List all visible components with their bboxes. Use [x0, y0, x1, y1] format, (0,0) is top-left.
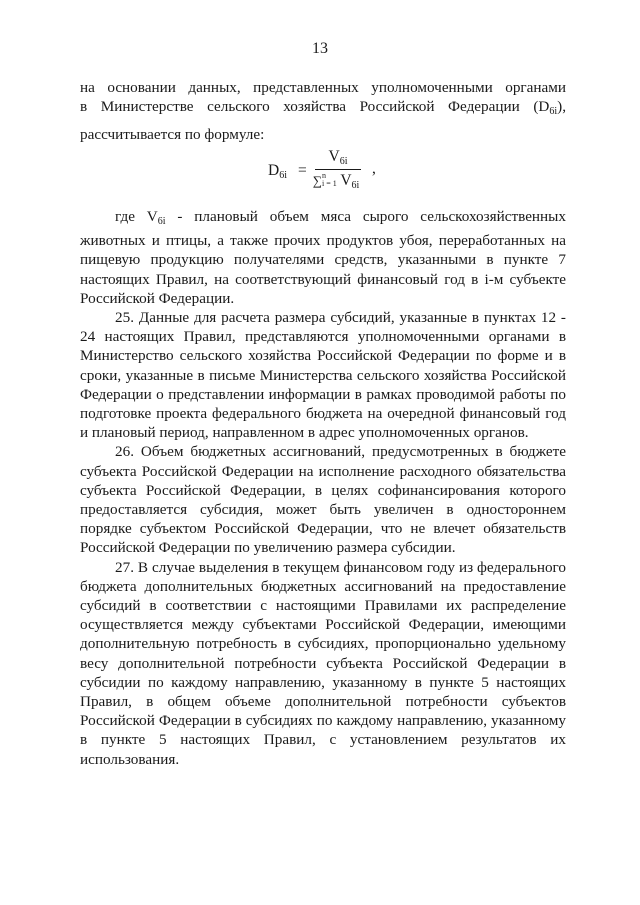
formula-trailing-comma: ,	[372, 160, 376, 177]
formula-numerator-sub: 6i	[339, 156, 348, 167]
formula-sigma-upper: n	[321, 171, 326, 180]
formula-fraction	[312, 148, 361, 191]
formula-lhs	[268, 162, 287, 181]
main-text	[80, 207, 566, 769]
intro-line-2-text: в Министерстве сельского хозяйства Российской Федерации (D	[80, 98, 550, 116]
formula-numerator-symbol: V	[328, 148, 340, 165]
formula-sigma: ∑	[312, 173, 322, 188]
paragraph-25: 25. Данные для расчета размера субсидий, указанные в пунктах 12 - 24 настоящих Правил, представляются уполномоченными органами в Министерство сельского хозяйства Российской Федерации по форме и в сроки, указанные в письме Министерства сельского хозяйства Российской Федерации о представлении информации в рамках проводимой работы по подготовке проекта федерального бюджета на очередной финансовый год и плановый период, направленном в адрес уполномоченных органов.	[80, 309, 566, 442]
definition-paragraph	[80, 207, 566, 308]
definition-text: - плановый объем мяса сырого сельскохозяйственных животных и птицы, а также прочих продуктов убоя, переработанных на пищевую продукцию получателями средств, указанными в пункте 7 настоящих Правил, на соответствующий финансовый год в i-м субъекте Российской Федерации.	[80, 208, 566, 307]
formula-denominator-sub: 6i	[351, 180, 360, 191]
formula-numerator	[315, 148, 361, 168]
formula-denominator-symbol: V	[340, 172, 352, 189]
definition-prefix: где V	[115, 208, 158, 225]
intro-line-2	[80, 97, 566, 121]
formula-sigma-lower: i = 1	[321, 179, 337, 188]
formula	[0, 148, 640, 198]
formula-fraction-bar	[315, 169, 361, 170]
paragraph-27: 27. В случае выделения в текущем финансовом году из федерального бюджета дополнительных бюджетных ассигнований на предоставление субсидий в соответствии с настоящими Правилами их распределение осуществляется между субъектами Российской Федерации, имеющими дополнительную потребность в субсидиях, пропорционально удельному весу дополнительной потребности субъекта Российской Федерации в субсидии по каждому направлению, указанному в пункте 5 настоящих Правил, в общем объеме дополнительной потребности субъектов Российской Федерации в субсидиях по каждому направлению, указанному в пункте 5 настоящих Правил, с установлением результатов их использования.	[80, 558, 566, 768]
intro-line-1: на основании данных, представленных уполномоченными органами	[80, 79, 566, 96]
formula-lhs-symbol: D	[268, 162, 280, 179]
intro-line-2-sub: 6i	[549, 106, 558, 118]
formula-equals: =	[298, 162, 307, 179]
paragraph-26: 26. Объем бюджетных ассигнований, предусмотренных в бюджете субъекта Российской Федерации на исполнение расходного обязательства субъекта Российской Федерации, в целях софинансирования которого предоставляется субсидия, может быть увеличен в одностороннем порядке субъектом Российской Федерации, что не влечет обязательств Российской Федерации по увеличению размера субсидии.	[80, 443, 566, 557]
formula-lhs-sub: 6i	[279, 170, 287, 181]
formula-sigma-limits	[322, 172, 337, 188]
intro-line-2-post: ),	[557, 98, 566, 116]
intro-block	[80, 78, 566, 145]
page-number: 13	[312, 40, 328, 57]
formula-denominator	[311, 172, 361, 191]
intro-line-3: рассчитывается по формуле:	[80, 126, 265, 144]
definition-sub: 6i	[157, 216, 166, 227]
